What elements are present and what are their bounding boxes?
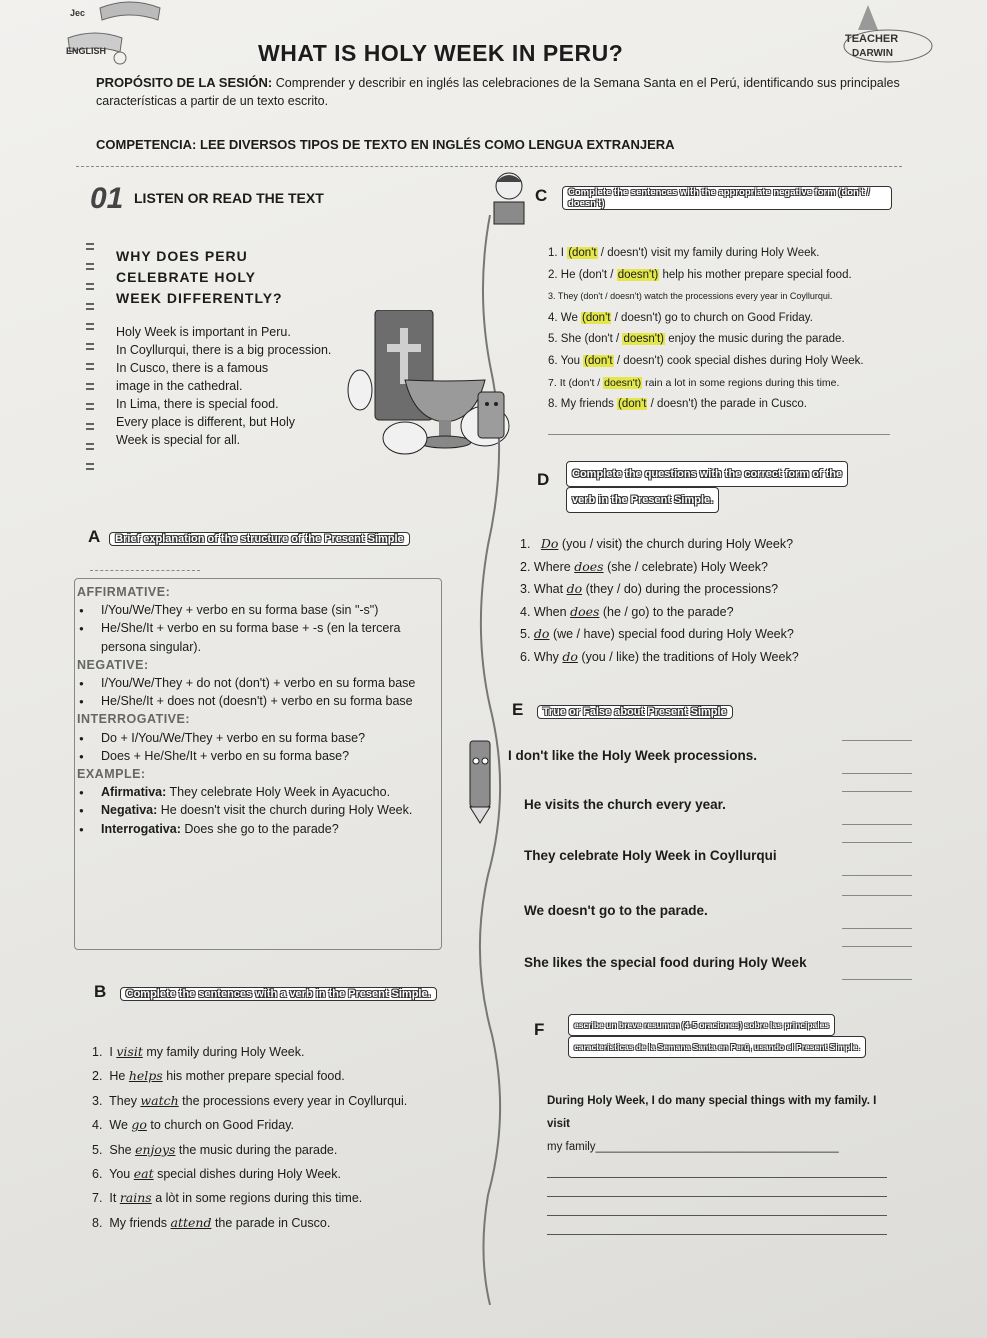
section-d-list <box>520 533 880 668</box>
section-c-letter: C <box>535 186 548 205</box>
section-a-heading: A Brief explanation of the structure of the Present Simple <box>88 527 410 547</box>
interrogative-header: INTERROGATIVE: <box>77 712 191 727</box>
logo-right-text-top: TEACHER <box>845 33 899 45</box>
grammar-box <box>74 578 442 950</box>
list-item: 7. It (don't / doesn't) rain a lot in some regions during this time. <box>548 376 840 389</box>
section-f-letter: F <box>534 1020 545 1039</box>
grammar-rule: ● I/You/We/They + do not (don't) + verbo en su forma base <box>95 674 433 692</box>
purpose-label: PROPÓSITO DE LA SESIÓN: <box>96 75 273 90</box>
example-header: EXAMPLE: <box>77 767 146 782</box>
logo-right-text-bottom: DARWIN <box>852 48 893 59</box>
book-mascot-icon <box>476 390 508 446</box>
divider <box>90 570 200 571</box>
tf-statement: He visits the church every year. <box>524 797 726 812</box>
list-item: 5. do (we / have) special food during Holy Week? <box>520 626 794 641</box>
page-title: WHAT IS HOLY WEEK IN PERU? <box>258 40 624 66</box>
reading-line: Holy Week is important in Peru. <box>116 325 291 339</box>
section-01-label: LISTEN OR READ THE TEXT <box>134 190 324 206</box>
list-item: 1. I (don't / doesn't) visit my family during Holy Week. <box>548 247 820 259</box>
list-item: 7. It rains a lòt in some regions during this time. <box>92 1190 363 1206</box>
reading-line: Every place is different, but Holy <box>116 415 296 429</box>
tf-answer-box[interactable] <box>842 740 912 774</box>
grammar-rule: ● Does + He/She/It + verbo en su forma base? <box>95 747 433 765</box>
list-item: 5. She enjoys the music during the parade. <box>92 1141 338 1157</box>
logo-left-text-bottom: ENGLISH <box>66 46 107 56</box>
reading-line: In Coyllurqui, there is a big procession. <box>116 343 332 357</box>
grammar-rule: ● I/You/We/They + verbo en su forma base (sin "-s") <box>95 601 433 619</box>
section-d-letter: D <box>537 470 550 489</box>
tf-answer-box[interactable] <box>842 791 912 825</box>
grammar-rule: ● He/She/It + does not (doesn't) + verbo en su forma base <box>95 692 433 710</box>
tf-statement: They celebrate Holy Week in Coyllurqui <box>524 848 777 863</box>
list-item: 1. I visit my family during Holy Week. <box>92 1044 305 1059</box>
reading-line: In Lima, there is special food. <box>116 397 279 411</box>
section-e-heading: E True or False about Present Simple <box>512 700 733 720</box>
tf-answer-box[interactable] <box>842 895 912 929</box>
logo-left-text-top: Jec <box>70 8 86 18</box>
tf-statement: We doesn't go to the parade. <box>524 903 708 918</box>
writing-line[interactable] <box>547 1197 887 1216</box>
notebook-spiral-icon <box>84 240 110 490</box>
section-c-border <box>548 434 890 435</box>
reading-line: In Cusco, there is a famous <box>116 361 269 375</box>
list-item: 8. My friends attend the parade in Cusco. <box>92 1214 331 1230</box>
list-item: 8. My friends (don't / doesn't) the parade in Cusco. <box>548 398 807 411</box>
list-item: 2. Where does (she / celebrate) Holy Week? <box>520 558 769 574</box>
section-01-number: 01 <box>90 182 124 215</box>
grammar-example: ● Negativa: He doesn't visit the church during Holy Week. <box>95 801 433 819</box>
section-d-title: Complete the questions with the correct form of the verb in the Present Simple. <box>566 461 876 513</box>
list-item: 3. What do (they / do) during the processions? <box>520 581 779 596</box>
pencil-mascot-icon <box>458 735 502 825</box>
reading-heading-line-2: CELEBRATE HOLY <box>116 269 257 285</box>
purpose-text: Comprender y describir en inglés las celebraciones de la Semana Santa en el Perú, identificando sus principales características a partir de un texto escrito. <box>96 76 900 108</box>
writing-line[interactable]: my family______________________________________ <box>547 1141 839 1153</box>
affirmative-header: AFFIRMATIVE: <box>77 585 171 599</box>
reading-line: Week is special for all. <box>116 433 241 447</box>
list-item: 6. You (don't / doesn't) cook special dishes during Holy Week. <box>548 354 864 367</box>
student-reading-icon <box>484 170 534 230</box>
list-item: 3. They (don't / doesn't) watch the processions every year in Coyllurqui. <box>548 291 833 302</box>
grammar-example: ● Interrogativa: Does she go to the parade? <box>95 820 433 838</box>
list-item: 5. She (don't / doesn't) enjoy the music during the parade. <box>548 333 845 346</box>
section-c-list <box>548 243 888 416</box>
grammar-rule: ● He/She/It + verbo en su forma base + -s (en la tercera persona singular). <box>95 619 433 655</box>
list-item: 6. You eat special dishes during Holy Week. <box>92 1166 341 1182</box>
competency: COMPETENCIA: LEE DIVERSOS TIPOS DE TEXTO EN INGLÉS COMO LENGUA EXTRANJERA <box>96 137 675 152</box>
section-f-title: escribe un breve resumen (4-5 oraciones) sobre las principales características de la Semana Santa en Perú, usando el Present Simple. <box>568 1014 898 1058</box>
list-item: 4. We go to church on Good Friday. <box>92 1117 294 1133</box>
list-item: 6. Why do (you / like) the traditions of Holy Week? <box>520 648 799 664</box>
list-item: 1. Do (you / visit) the church during Holy Week? <box>520 536 794 551</box>
section-c-title: Complete the sentences with the appropriate negative form (don't / doesn't) <box>562 186 892 208</box>
grammar-rule: ● Do + I/You/We/They + verbo en su forma base? <box>95 729 433 747</box>
list-item: 3. They watch the processions every year in Coyllurqui. <box>92 1092 408 1108</box>
list-item: 4. We (don't / doesn't) go to church on Good Friday. <box>548 311 813 324</box>
writing-line[interactable] <box>547 1159 887 1178</box>
tf-answer-box[interactable] <box>842 946 912 980</box>
list-item: 4. When does (he / go) to the parade? <box>520 603 734 619</box>
tf-statement: She likes the special food during Holy Week <box>524 955 807 970</box>
session-purpose <box>96 74 906 110</box>
negative-header: NEGATIVE: <box>77 657 149 672</box>
reading-line: image in the cathedral. <box>116 379 243 393</box>
section-b-heading: B Complete the sentences with a verb in the Present Simple. <box>94 982 437 1002</box>
writing-prompt: During Holy Week, I do many special things with my family. I visit <box>547 1095 877 1130</box>
tf-statement: I don't like the Holy Week processions. <box>508 748 758 763</box>
section-b-list <box>92 1040 442 1235</box>
divider <box>76 166 902 167</box>
list-item: 2. He (don't / doesn't) help his mother prepare special food. <box>548 268 852 281</box>
grammar-example: ● Afirmativa: They celebrate Holy Week in Ayacucho. <box>95 783 433 801</box>
reading-heading-line-3: WEEK DIFFERENTLY? <box>116 290 283 306</box>
reading-heading-line-1: WHY DOES PERU <box>116 248 248 264</box>
writing-line[interactable] <box>547 1216 887 1235</box>
tf-answer-box[interactable] <box>842 842 912 876</box>
list-item: 2. He helps his mother prepare special food. <box>92 1068 345 1084</box>
writing-line[interactable] <box>547 1178 887 1197</box>
section-f-writing <box>547 1090 887 1235</box>
